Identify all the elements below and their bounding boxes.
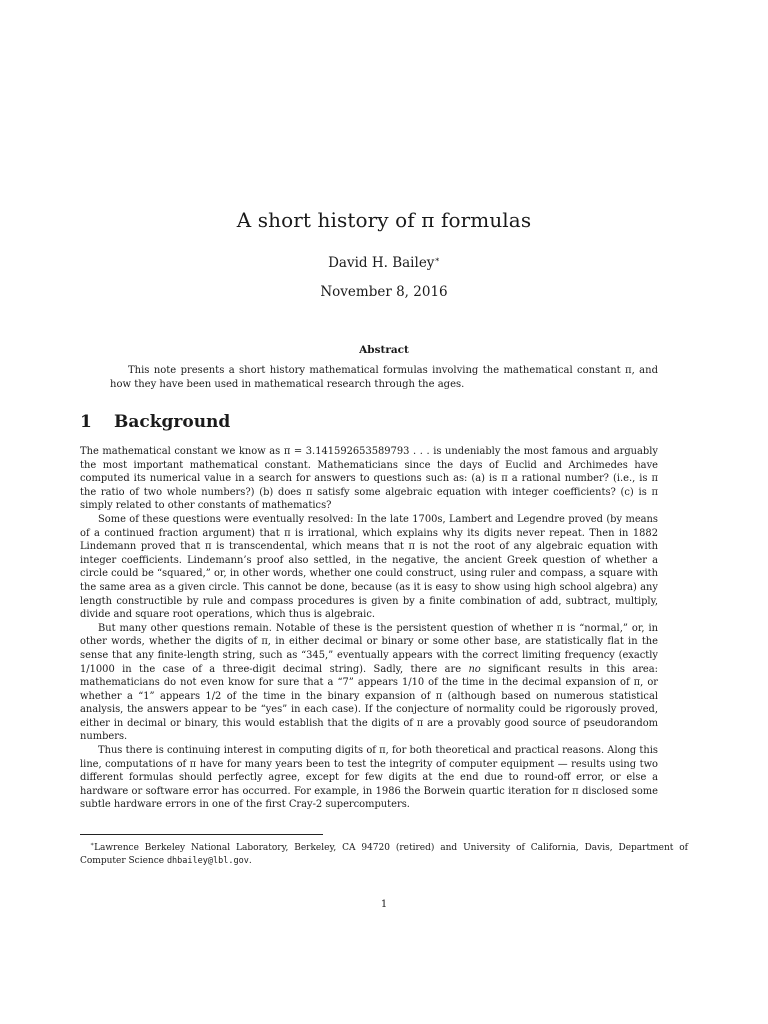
footnote-mark: ∗ bbox=[90, 841, 95, 848]
footnote-email-link[interactable]: dhbailey@lbl.gov bbox=[166, 856, 249, 866]
author-name: David H. Bailey bbox=[328, 255, 435, 271]
paragraph: The mathematical constant we know as π = 3.141592653589793 . . . is undeniably the most famous and arguably the most important mathematical constant. Mathematicians since the days of Euclid and Archimedes have computed its numerical value in a search for answers to questions such as: (a) is π a rational number? (i.e., is π the ratio of two whole numbers?) (b) does π satisfy some algebraic equation with integer coefficients? (c) is π simply related to other constants of mathematics? bbox=[80, 446, 658, 512]
paragraph-text: significant results in this area: mathematicians do not even know for sure that a “7” appears 1/10 of the time in the decimal expansion of π, or whether a “1” appears 1/2 of the time in the binary expansion of π (although based on numerous statistical analysis, the answers appear to be “yes” in each case). If the conjecture of normality could be rigorously proved, either in decimal or binary, this would establish that the digits of π are a provably good source of pseudorandom numbers. bbox=[80, 663, 658, 743]
page-number: 1 bbox=[380, 899, 388, 910]
paragraph bbox=[80, 622, 658, 744]
paragraph: Some of these questions were eventually resolved: In the late 1700s, Lambert and Legendre proved (by means of a continued fraction argument) that π is irrational, which explains why its digits never repeat. Then in 1882 Lindemann proved that π is transcendental, which means that π is not the root of any algebraic equation with integer coefficients. Lindemann’s proof also settled, in the negative, the ancient Greek question of whether a circle could be “squared,” or, in other words, whether one could construct, using ruler and compass, a square with the same area as a given circle. This cannot be done, because (as it is easy to show using high school algebra) any length constructible by rule and compass procedures is given by a finite combination of add, subtract, multiply, divide and square root operations, which thus is algebraic. bbox=[80, 513, 658, 621]
footnote-rule bbox=[80, 834, 323, 835]
author-line bbox=[0, 251, 768, 272]
abstract-heading: Abstract bbox=[359, 344, 409, 356]
footnote-trailing: . bbox=[248, 856, 252, 866]
paragraph-emphasis: no bbox=[468, 663, 481, 675]
paper-date: November 8, 2016 bbox=[320, 284, 448, 300]
paragraph: Thus there is continuing interest in computing digits of π, for both theoretical and practical reasons. Along this line, computations of π have for many years been to test the integrity of computer equipment — results using two different formulas should perfectly agree, except for few digits at the end due to round-off error, or else a hardware or software error has occurred. For example, in 1986 the Borwein quartic iteration for π disclosed some subtle hardware errors in one of the first Cray-2 supercomputers. bbox=[80, 745, 658, 811]
body-text bbox=[80, 445, 658, 812]
paragraph-text: But many other questions remain. Notable of these is the persistent question of whether π is “normal,” or, in other words, whether the digits of π, in either decimal or binary or some other base, are statistically flat in the sense that any finite-length string, such as “345,” eventually appears with the correct limiting frequency (exactly 1/1000 in the case of a three-digit decimal string). Sadly, there are bbox=[80, 622, 658, 675]
abstract-text: This note presents a short history mathematical formulas involving the mathematical constant π, and how they have been used in mathematical research through the ages. bbox=[110, 365, 658, 390]
section-title: Background bbox=[114, 412, 231, 432]
paper-title: A short history of π formulas bbox=[236, 208, 532, 232]
section-number: 1 bbox=[80, 412, 92, 432]
footnote-text: Lawrence Berkeley National Laboratory, Berkeley, CA 94720 (retired) and University of California, Davis, Department of Computer Science bbox=[80, 843, 688, 866]
footnote bbox=[80, 838, 688, 868]
section-heading bbox=[80, 411, 230, 433]
author-footnote-mark: ∗ bbox=[434, 255, 440, 264]
